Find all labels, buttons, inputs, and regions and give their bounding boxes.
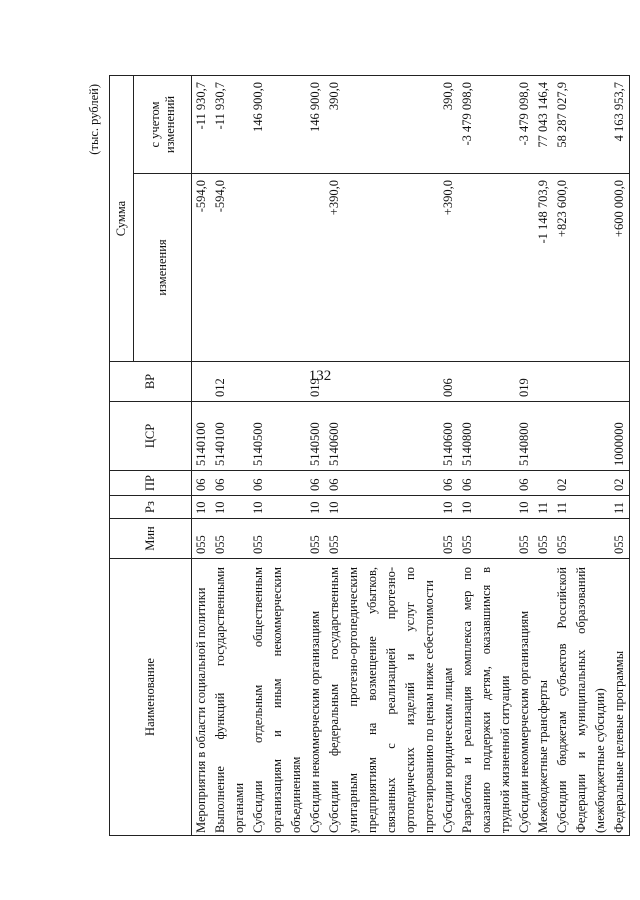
row-name: Мероприятия в области социальной политики [192,559,212,836]
row-vr: 019 [515,362,534,402]
row-with-change: 146 900,0 [306,76,325,174]
row-with-change: 390,0 [439,76,458,174]
table-row [249,76,306,836]
table-row [306,76,325,836]
header-vr: ВР [110,362,192,402]
row-rz: 11 [534,496,553,519]
row-rz: 10 [211,496,249,519]
row-vr [610,362,630,402]
row-change: -594,0 [211,174,249,362]
row-vr [534,362,553,402]
row-min: 055 [553,519,610,559]
row-rz: 10 [306,496,325,519]
row-csr: 5140100 [192,402,212,471]
table-row [610,76,630,836]
row-name: Субсидии юридическим лицам [439,559,458,836]
row-pr: 06 [306,471,325,496]
row-change: +390,0 [325,174,439,362]
row-min: 055 [325,519,439,559]
row-change [306,174,325,362]
row-with-change: 77 043 146,4 [534,76,553,174]
row-vr: 019 [306,362,325,402]
row-min: 055 [211,519,249,559]
row-name: Субсидии отдельным общественным организациям и иным некоммерческим объединениям [249,559,306,836]
row-vr [192,362,212,402]
row-csr: 5140800 [458,402,515,471]
row-min: 055 [515,519,534,559]
row-pr: 06 [249,471,306,496]
row-csr [534,402,553,471]
header-min: Мин [110,519,192,559]
row-with-change: -11 930,7 [192,76,212,174]
row-rz: 10 [439,496,458,519]
row-csr: 1000000 [610,402,630,471]
row-csr: 5140500 [306,402,325,471]
row-vr [553,362,610,402]
row-vr [325,362,439,402]
page-number: 132 [308,368,332,384]
row-change: +600 000,0 [610,174,630,362]
table-row [534,76,553,836]
row-pr: 06 [192,471,212,496]
row-vr [249,362,306,402]
row-pr: 06 [458,471,515,496]
row-rz: 10 [325,496,439,519]
row-min: 055 [306,519,325,559]
row-vr: 012 [211,362,249,402]
table-row [553,76,610,836]
row-with-change: 146 900,0 [249,76,306,174]
row-min: 055 [534,519,553,559]
row-with-change: 390,0 [325,76,439,174]
table-row [515,76,534,836]
row-pr [534,471,553,496]
row-pr: 06 [325,471,439,496]
row-name: Субсидии некоммерческим организациям [306,559,325,836]
header-name: Наименование [110,559,192,836]
table-row [211,76,249,836]
row-rz: 11 [553,496,610,519]
row-min: 055 [439,519,458,559]
row-with-change: -11 930,7 [211,76,249,174]
header-change: изменения [134,174,192,362]
table-row [439,76,458,836]
units-label: (тыс. рублей) [87,84,101,155]
row-min: 055 [249,519,306,559]
row-csr: 5140100 [211,402,249,471]
rotated-table-block [87,76,627,836]
row-rz: 10 [458,496,515,519]
row-name: Разработка и реализация комплекса мер по оказанию поддержки детям, оказавшимся в трудной жизненной ситуации [458,559,515,836]
row-change: +390,0 [439,174,458,362]
row-min: 055 [610,519,630,559]
header-sum: Сумма [110,76,134,362]
table-row [458,76,515,836]
table-row [192,76,212,836]
row-pr: 06 [439,471,458,496]
row-change [458,174,515,362]
row-name: Федеральные целевые программы [610,559,630,836]
budget-table [109,75,630,836]
row-csr: 5140600 [439,402,458,471]
row-name: Субсидии бюджетам субъектов Российской Федерации и муниципальных образований (межбюджетные субсидии) [553,559,610,836]
row-with-change: 4 163 953,7 [610,76,630,174]
row-rz: 10 [249,496,306,519]
row-change: -1 148 703,9 [534,174,553,362]
row-rz: 11 [610,496,630,519]
row-with-change: 58 287 027,9 [553,76,610,174]
row-csr [553,402,610,471]
row-pr: 02 [610,471,630,496]
row-pr: 02 [553,471,610,496]
row-change: -594,0 [192,174,212,362]
header-pr: ПР [110,471,192,496]
row-csr: 5140500 [249,402,306,471]
row-with-change: -3 479 098,0 [515,76,534,174]
row-csr: 5140600 [325,402,439,471]
row-name: Выполнение функций государственными органами [211,559,249,836]
row-name: Субсидии федеральным государственным унитарным протезно-ортопедическим предприятиям на возмещение убытков, связанных с реализацией протезно-ортопедических изделий и услуг по протезированию по ценам ниже себестоимости [325,559,439,836]
header-rz: Рз [110,496,192,519]
row-min: 055 [458,519,515,559]
row-pr: 06 [211,471,249,496]
row-pr: 06 [515,471,534,496]
row-rz: 10 [192,496,212,519]
row-change [515,174,534,362]
row-csr: 5140800 [515,402,534,471]
row-rz: 10 [515,496,534,519]
row-with-change: -3 479 098,0 [458,76,515,174]
row-name: Межбюджетные трансферты [534,559,553,836]
table-row [325,76,439,836]
row-name: Субсидии некоммерческим организациям [515,559,534,836]
row-vr [458,362,515,402]
row-change [249,174,306,362]
row-vr: 006 [439,362,458,402]
header-with-change: с учетом изменений [134,76,192,174]
row-change: +823 600,0 [553,174,610,362]
header-csr: ЦСР [110,402,192,471]
row-min: 055 [192,519,212,559]
